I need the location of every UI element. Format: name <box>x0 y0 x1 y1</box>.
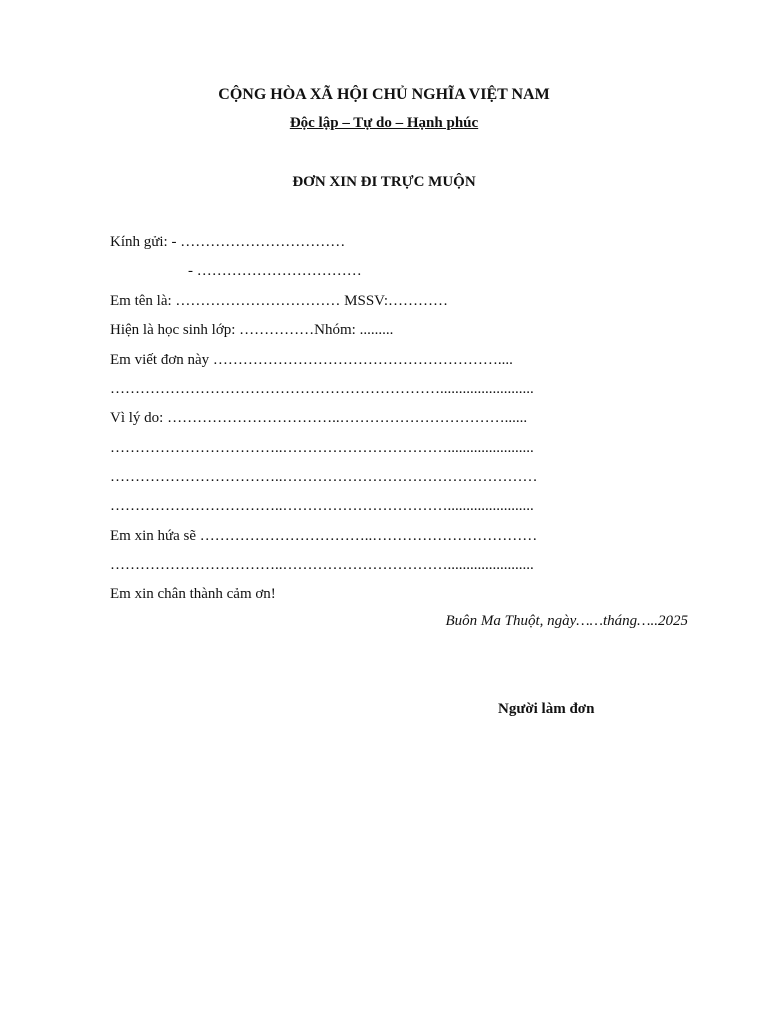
recipient-line-2: - …………………………… <box>188 263 362 279</box>
name-line: Em tên là: …………………………… MSSV:………… <box>110 293 449 309</box>
reason-line: Vì lý do: ……………………………..……………………………...... <box>110 410 528 426</box>
thanks-line: Em xin chân thành cảm ơn! <box>110 586 276 602</box>
promise-line: Em xin hứa sẽ ……………………………..…………………………… <box>110 528 538 544</box>
national-header: CỘNG HÒA XÃ HỘI CHỦ NGHĨA VIỆT NAM <box>218 86 550 103</box>
reason-continuation-line-2: ……………………………..…………………………………………… <box>110 469 538 485</box>
recipient-line-1: Kính gửi: - …………………………… <box>110 234 346 250</box>
signer-label: Người làm đơn <box>498 701 595 717</box>
class-line: Hiện là học sinh lớp: ……………Nhóm: ......... <box>110 322 394 338</box>
purpose-line: Em viết đơn này ………………………………………………….... <box>110 352 513 368</box>
form-title: ĐƠN XIN ĐI TRỰC MUỘN <box>292 174 476 190</box>
place-date-line: Buôn Ma Thuột, ngày……tháng…..2025 <box>445 613 688 629</box>
promise-continuation-line: ……………………………..……………………………....................... <box>110 557 534 573</box>
national-motto: Độc lập – Tự do – Hạnh phúc <box>289 115 479 131</box>
reason-continuation-line-3: ……………………………..……………………………....................... <box>110 498 534 514</box>
purpose-continuation-line: …………………………………………………………......................... <box>110 381 534 397</box>
reason-continuation-line-1: ……………………………..……………………………....................... <box>110 440 534 456</box>
